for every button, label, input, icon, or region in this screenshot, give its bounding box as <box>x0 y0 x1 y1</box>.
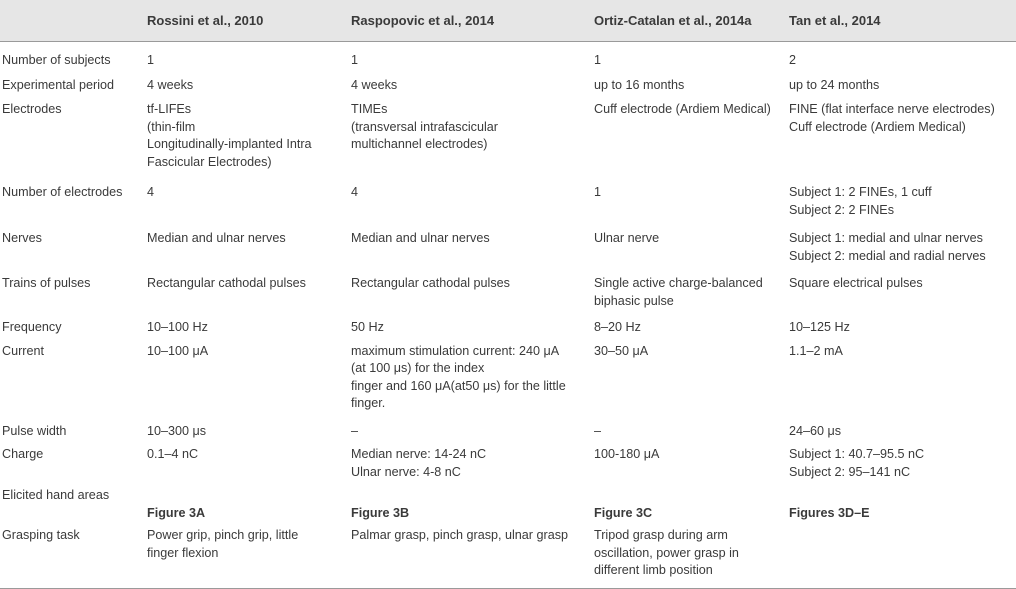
header-cell-empty <box>0 0 143 42</box>
cell-line: 24–60 μs <box>789 423 842 438</box>
cell-line <box>147 487 349 505</box>
cell-line: 1.1–2 mA <box>789 343 843 358</box>
table-cell <box>349 522 594 588</box>
table-cell <box>349 440 594 481</box>
cell-line: 4 weeks <box>147 77 194 92</box>
cell-line: 4 weeks <box>351 77 398 92</box>
table-cell <box>789 481 1016 522</box>
cell-line: – <box>594 423 602 438</box>
row-label: Electrodes <box>2 102 62 116</box>
table-row <box>0 94 1016 171</box>
table-cell <box>143 310 349 337</box>
table-cell <box>594 219 789 265</box>
table-cell <box>594 94 789 171</box>
table-row <box>0 310 1016 337</box>
row-label: Experimental period <box>2 77 115 92</box>
cell-line: 10–300 μs <box>147 423 207 438</box>
table-cell <box>594 337 789 413</box>
cell-line: Median and ulnar nerves <box>147 231 286 245</box>
table-row <box>0 522 1016 588</box>
cell-line: Single active charge-balanced <box>594 276 763 290</box>
table-cell <box>594 42 789 70</box>
table-cell <box>789 337 1016 413</box>
cell-line: FINE (flat interface nerve electrodes) <box>789 102 995 116</box>
table-cell <box>349 70 594 95</box>
table-cell <box>143 219 349 265</box>
cell-line: 8–20 Hz <box>594 320 641 334</box>
cell-line: Figure 3B <box>351 505 410 520</box>
table-cell <box>143 413 349 441</box>
table-cell <box>349 337 594 413</box>
cell-line: Median nerve: 14-24 nC <box>351 447 487 461</box>
cell-line: 100-180 μA <box>594 447 660 461</box>
cell-line: up to 24 months <box>789 77 880 92</box>
cell-line: oscillation, power grasp in <box>594 545 739 560</box>
table-cell <box>594 522 789 588</box>
cell-line: Subject 2: medial and radial nerves <box>789 248 986 263</box>
cell-line: 0.1–4 nC <box>147 447 199 461</box>
table-row <box>0 42 1016 70</box>
table-cell <box>143 440 349 481</box>
cell-line: biphasic pulse <box>594 293 674 308</box>
cell-line: Subject 2: 2 FINEs <box>789 202 894 217</box>
table-cell <box>789 413 1016 441</box>
cell-line: Fascicular Electrodes) <box>147 154 272 169</box>
cell-line: 10–100 μA <box>147 343 209 358</box>
table-cell <box>349 265 594 310</box>
cell-line: Figure 3A <box>147 505 206 520</box>
cell-line: multichannel electrodes) <box>351 137 488 151</box>
table-cell <box>789 171 1016 219</box>
cell-line <box>594 487 789 505</box>
cell-line: Palmar grasp, pinch grasp, ulnar grasp <box>351 528 569 542</box>
cell-line: Power grip, pinch grip, little <box>147 528 299 542</box>
table-cell <box>349 94 594 171</box>
header-cell-raspopovic: Raspopovic et al., 2014 <box>349 0 594 42</box>
table-cell <box>594 171 789 219</box>
cell-line <box>789 527 1016 545</box>
cell-line: Figures 3D–E <box>789 505 870 520</box>
table-cell <box>143 171 349 219</box>
cell-line: Tripod grasp during arm <box>594 528 728 542</box>
table-cell <box>143 522 349 588</box>
table-cell <box>349 310 594 337</box>
cell-line: maximum stimulation current: 240 μA <box>351 343 560 358</box>
table-row <box>0 337 1016 413</box>
cell-line: 1 <box>594 185 602 199</box>
table-cell <box>789 94 1016 171</box>
row-label: Charge <box>2 447 44 461</box>
cell-line: Cuff electrode (Ardiem Medical) <box>594 102 771 116</box>
table-cell <box>789 70 1016 95</box>
row-label: Pulse width <box>2 423 67 438</box>
cell-line: Rectangular cathodal pulses <box>147 276 306 290</box>
cell-line: up to 16 months <box>594 77 685 92</box>
cell-line: 50 Hz <box>351 320 384 334</box>
table-cell <box>349 413 594 441</box>
table-cell <box>594 70 789 95</box>
table-cell <box>349 42 594 70</box>
cell-line: 10–125 Hz <box>789 320 850 334</box>
cell-line: 1 <box>351 53 359 67</box>
table-cell <box>143 94 349 171</box>
table-row <box>0 219 1016 265</box>
cell-line: 4 <box>351 185 359 199</box>
row-label: Trains of pulses <box>2 276 91 290</box>
table-cell <box>789 265 1016 310</box>
table-cell <box>789 310 1016 337</box>
header-row <box>0 0 1016 42</box>
cell-line <box>789 487 1016 505</box>
row-label: Grasping task <box>0 522 143 588</box>
cell-line: 4 <box>147 185 155 199</box>
cell-line: different limb position <box>594 563 713 577</box>
cell-line: – <box>351 423 359 438</box>
cell-line: (transversal intrafascicular <box>351 119 498 134</box>
table-cell <box>594 413 789 441</box>
table-cell <box>789 440 1016 481</box>
table-row <box>0 70 1016 95</box>
cell-line: Rectangular cathodal pulses <box>351 276 510 290</box>
header-cell-rossini: Rossini et al., 2010 <box>143 0 349 42</box>
cell-line: Subject 1: 2 FINEs, 1 cuff <box>789 185 932 199</box>
table-cell <box>594 481 789 522</box>
cell-line: Subject 1: 40.7–95.5 nC <box>789 447 925 461</box>
header-cell-ortiz-catalan: Ortiz-Catalan et al., 2014a <box>594 0 789 42</box>
cell-line: finger and 160 μA(at50 μs) for the little <box>351 378 566 393</box>
cell-line: 1 <box>147 53 155 67</box>
cell-line: Subject 1: medial and ulnar nerves <box>789 231 983 245</box>
row-label: Number of subjects <box>2 53 111 67</box>
cell-line: 10–100 Hz <box>147 320 208 334</box>
cell-line: Median and ulnar nerves <box>351 231 490 245</box>
row-label: Number of electrodes <box>2 185 123 199</box>
cell-line: (at 100 μs) for the index <box>351 361 485 375</box>
table-cell <box>143 70 349 95</box>
row-label: Nerves <box>2 231 42 245</box>
table-cell <box>143 481 349 522</box>
table-cell <box>594 310 789 337</box>
table-cell <box>789 522 1016 588</box>
row-label: Frequency <box>2 320 62 334</box>
cell-line: Square electrical pulses <box>789 276 923 290</box>
cell-line: Subject 2: 95–141 nC <box>789 464 911 479</box>
table-row <box>0 440 1016 481</box>
table-cell <box>594 265 789 310</box>
table-cell <box>143 42 349 70</box>
cell-line: Ulnar nerve <box>594 231 660 245</box>
cell-line: 2 <box>789 53 797 67</box>
table-cell <box>594 440 789 481</box>
table-cell <box>789 42 1016 70</box>
cell-line: (thin-film <box>147 119 196 134</box>
cell-line: Ulnar nerve: 4-8 nC <box>351 464 461 479</box>
cell-line: finger flexion <box>147 545 219 560</box>
table-row <box>0 265 1016 310</box>
header-cell-tan: Tan et al., 2014 <box>789 0 1016 42</box>
table-cell <box>349 171 594 219</box>
table-cell <box>143 265 349 310</box>
table-body <box>0 42 1016 589</box>
cell-line: Figure 3C <box>594 505 653 520</box>
table-row <box>0 413 1016 441</box>
table-row <box>0 481 1016 522</box>
cell-line: Longitudinally-implanted Intra <box>147 137 312 151</box>
row-label: Current <box>2 343 44 358</box>
table-cell <box>349 219 594 265</box>
cell-line: Cuff electrode (Ardiem Medical) <box>789 119 966 134</box>
cell-line: 30–50 μA <box>594 343 649 358</box>
cell-line: finger. <box>351 396 386 410</box>
cell-line: tf-LIFEs <box>147 102 192 116</box>
row-label: Elicited hand areas <box>2 488 110 502</box>
table-cell <box>349 481 594 522</box>
cell-line <box>351 487 594 505</box>
table-cell <box>789 219 1016 265</box>
cell-line: 1 <box>594 53 602 67</box>
table-row <box>0 171 1016 219</box>
cell-line: TIMEs <box>351 102 388 116</box>
table-cell <box>143 337 349 413</box>
